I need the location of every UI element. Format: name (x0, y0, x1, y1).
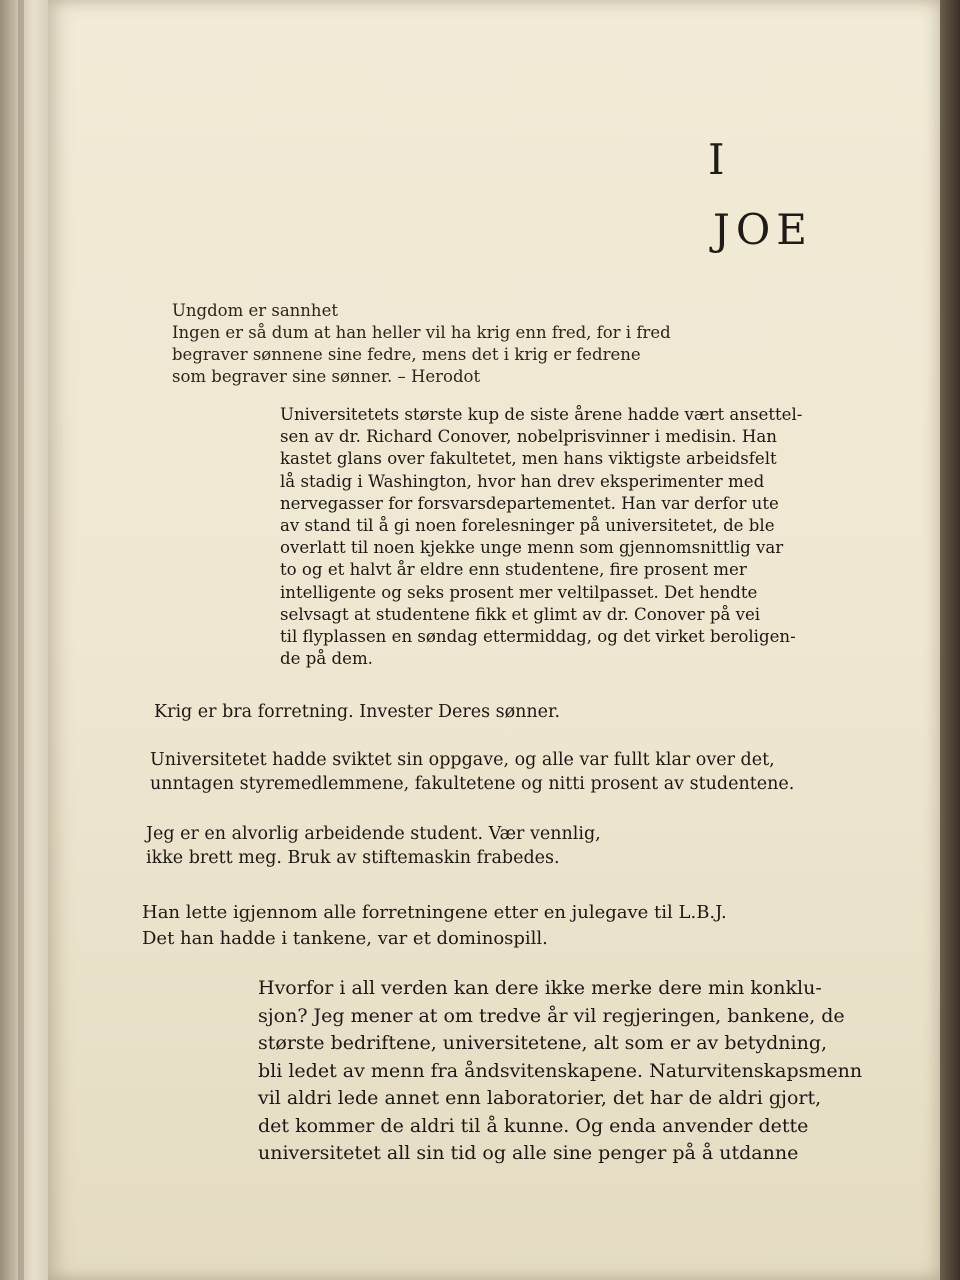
text-line: Krig er bra forretning. Invester Deres sønner. (154, 702, 561, 722)
text-line: sjon? Jeg mener at om tredve år vil regjeringen, bankene, de (258, 1004, 845, 1027)
text-line: Jeg er en alvorlig arbeidende student. Vær vennlig, (146, 824, 601, 844)
book-page (48, 0, 940, 1280)
page-right-shadow (940, 0, 960, 1280)
chapter-title: JOE (713, 205, 813, 254)
text-line: det kommer de aldri til å kunne. Og enda anvender dette (258, 1114, 809, 1137)
text-line: selvsagt at studentene fikk et glimt av dr. Conover på vei (280, 604, 761, 624)
text-line: av stand til å gi noen forelesninger på universitetet, de ble (280, 516, 775, 536)
text-line: de på dem. (280, 649, 373, 669)
paragraph-konklusjon (258, 975, 898, 1168)
text-line: sen av dr. Richard Conover, nobelprisvinner i medisin. Han (280, 427, 777, 447)
text-line: til flyplassen en søndag ettermiddag, og det virket beroligen- (280, 627, 796, 647)
text-line: Universitetets største kup de siste årene hadde vært ansettel- (280, 405, 803, 424)
text-line: største bedriftene, universitetene, alt som er av betydning, (258, 1032, 828, 1054)
chapter-motto (172, 300, 792, 388)
text-line: Det han hadde i tankene, var et dominospill. (142, 928, 548, 949)
motto-line: begraver sønnene sine fedre, mens det i krig er fedrene (172, 345, 641, 364)
paragraph-conover (280, 404, 850, 670)
motto-line: Ingen er så dum at han heller vil ha krig enn fred, for i fred (172, 323, 671, 342)
text-line: unntagen styremedlemmene, fakultetene og nitti prosent av studentene. (150, 774, 795, 794)
text-line: ikke brett meg. Bruk av stiftemaskin frabedes. (146, 848, 560, 868)
text-line: Universitetet hadde sviktet sin oppgave, og alle var fullt klar over det, (150, 750, 775, 770)
paragraph-universitetet (150, 748, 850, 796)
chapter-number: I (708, 135, 727, 184)
motto-line: Ungdom er sannhet (172, 301, 338, 320)
text-line: Han lette igjennom alle forretningene etter en julegave til L.B.J. (142, 902, 727, 923)
book-left-edge (0, 0, 50, 1280)
text-line: vil aldri lede annet enn laboratorier, det har de aldri gjort, (258, 1087, 822, 1109)
paragraph-krig (154, 702, 754, 722)
text-line: Hvorfor i all verden kan dere ikke merke dere min konklu- (258, 977, 822, 999)
text-line: universitetet all sin tid og alle sine penger på å utdanne (258, 1142, 799, 1164)
text-line: bli ledet av menn fra åndsvitenskapene. Naturvitenskapsmenn (258, 1059, 863, 1082)
text-line: kastet glans over fakultetet, men hans viktigste arbeidsfelt (280, 449, 777, 469)
text-line: overlatt til noen kjekke unge menn som gjennomsnittlig var (280, 538, 784, 558)
paragraph-student (146, 822, 746, 870)
paragraph-julegave (142, 900, 842, 952)
page-stack-shadow (18, 0, 24, 1280)
text-line: to og et halvt år eldre enn studentene, fire prosent mer (280, 560, 747, 580)
text-line: intelligente og seks prosent mer veltilpasset. Det hendte (280, 582, 758, 602)
text-line: lå stadig i Washington, hvor han drev eksperimenter med (280, 471, 765, 491)
motto-line: som begraver sine sønner. – Herodot (172, 367, 481, 386)
text-line: nervegasser for forsvarsdepartementet. Han var derfor ute (280, 493, 779, 513)
